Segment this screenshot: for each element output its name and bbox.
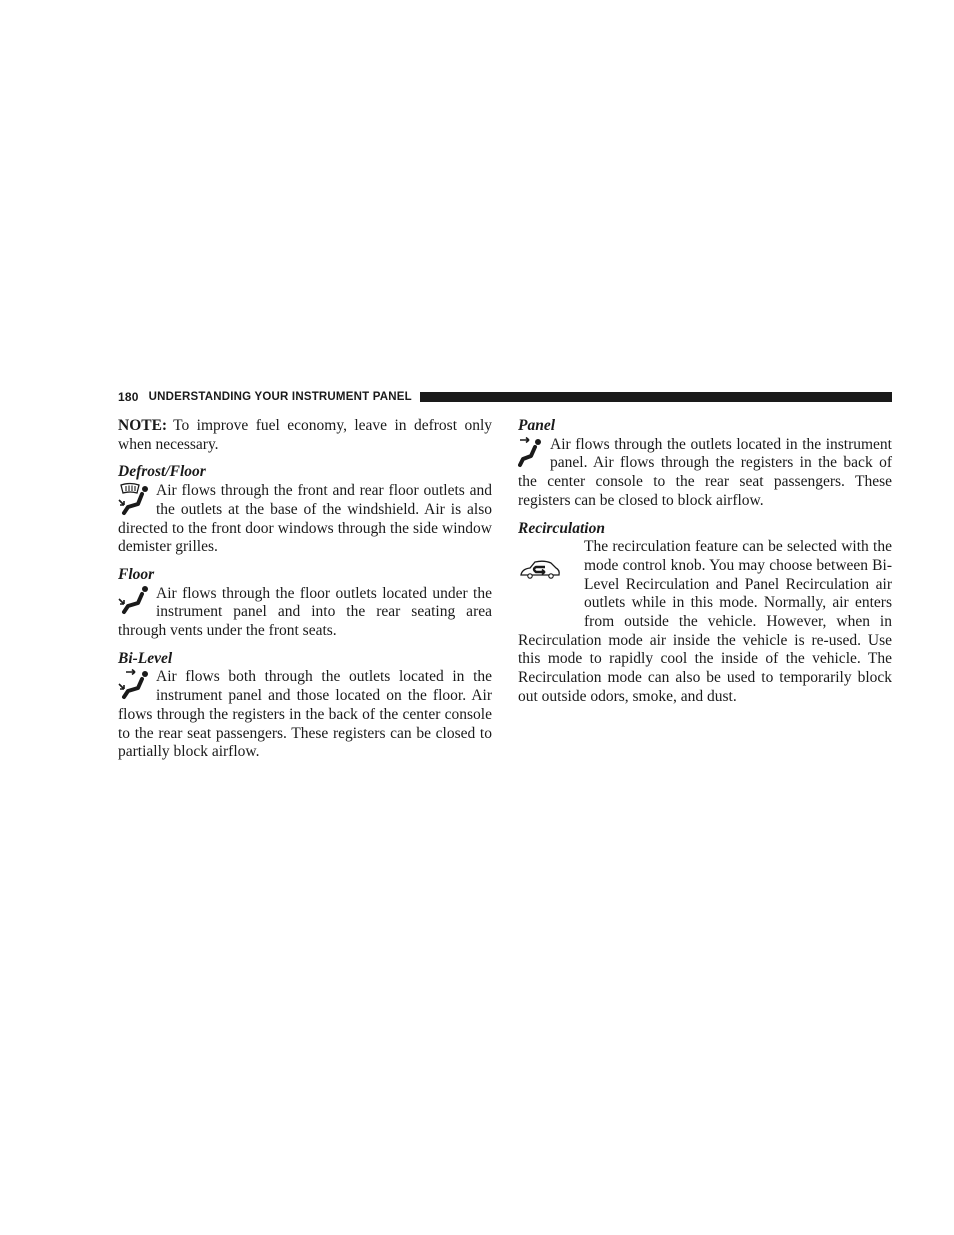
- bi-level-text: Air flows both through the outlets located in the instrument panel and those located on the floor. Air flows through the registers in the back of the center console to the rear seat passengers. These registers can be closed to partially block airflow.: [118, 668, 492, 761]
- panel-mode-icon: [518, 436, 544, 468]
- recirculation-icon: [518, 540, 566, 614]
- defrost-floor-paragraph: [118, 482, 492, 557]
- floor-heading: Floor: [118, 565, 155, 583]
- defrost-floor-icon: [118, 482, 150, 516]
- recirculation-paragraph: [518, 538, 892, 706]
- page-number: 180: [118, 390, 139, 404]
- note-paragraph: [118, 417, 492, 454]
- note-text: To improve fuel economy, leave in defrost only when necessary.: [118, 417, 492, 453]
- bi-level-icon: [118, 668, 150, 700]
- recirculation-heading: Recirculation: [518, 519, 605, 537]
- defrost-floor-text: Air flows through the front and rear floor outlets and the outlets at the base of the windshield. Air is also directed to the front door windows through the side window demister grilles.: [118, 482, 492, 556]
- floor-mode-icon: [118, 585, 150, 615]
- defrost-floor-heading: Defrost/Floor: [118, 463, 206, 481]
- left-column: [118, 417, 492, 771]
- note-label: NOTE:: [118, 417, 168, 434]
- floor-paragraph: [118, 585, 492, 641]
- floor-text: Air flows through the floor outlets located under the instrument panel and into the rear seating area through vents under the front seats.: [118, 584, 492, 640]
- bi-level-paragraph: [118, 668, 492, 762]
- panel-text: Air flows through the outlets located in the instrument panel. Air flows through the registers in the back of the center console to the rear seat passengers. These registers can be closed to block airflow.: [518, 435, 892, 509]
- right-column: [518, 417, 892, 716]
- header-rule: [420, 392, 892, 402]
- bi-level-heading: Bi-Level: [118, 649, 173, 667]
- section-title: UNDERSTANDING YOUR INSTRUMENT PANEL: [148, 391, 412, 403]
- recirculation-text: The recirculation feature can be selected with the mode control knob. You may choose between Bi-Level Recirculation and Panel Recirculation air outlets while in this mode. Normally, air enters from outside the vehicle. However, when in Recirculation mode air inside the vehicle is re-used. Use this mode to rapidly cool the inside of the vehicle. The Recirculation mode can also be used to temporarily block out outside odors, smoke, and dust.: [518, 538, 892, 705]
- panel-heading: Panel: [518, 417, 556, 434]
- page-header: [118, 389, 892, 405]
- panel-paragraph: [518, 436, 892, 511]
